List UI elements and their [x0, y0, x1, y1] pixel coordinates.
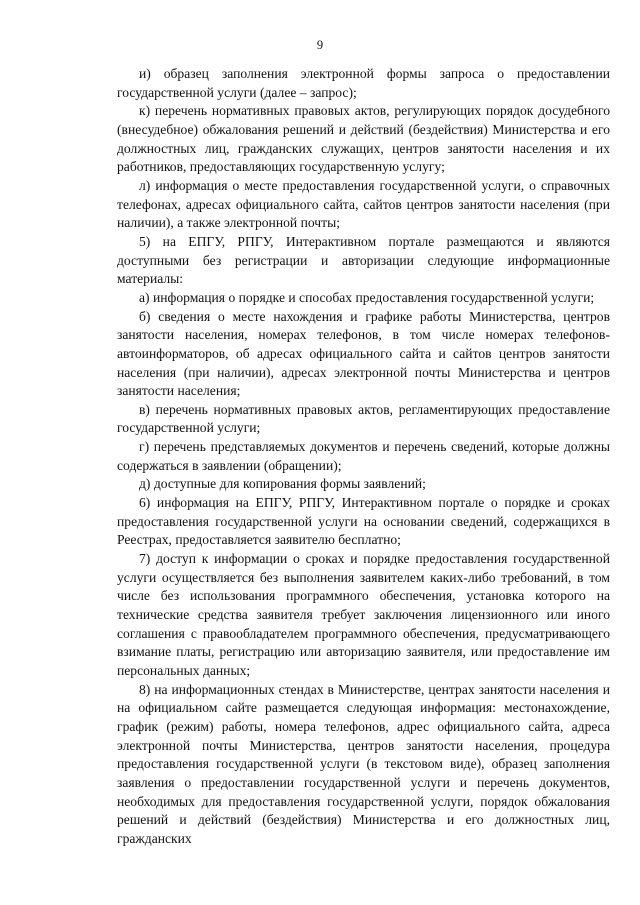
paragraph-8: 8) на информационных стендах в Министерстве, центрах занятости населения и на официальном сайте размещается следующая информация: местонахождение, график (режим) работы, номера телефонов, адрес официального сайта, адреса электронной почты Министерства, центров занятости населения, процедура предоставления государственной услуги (в текстовом виде), образец заполнения заявления о предоставлении государственной услуги и перечень документов, необходимых для предоставления государственной услуги, порядок обжалования решений и действий (бездействия) Министерства и его должностных лиц, гражданских — [117, 681, 610, 846]
paragraph-7: 7) доступ к информации о сроках и порядке предоставления государственной услуги осуществляется без выполнения заявителем каких-либо требований, в том числе без использования программного обеспечения, установка которого на технические средства заявителя требует заключения лицензионного или иного соглашения с правообладателем программного обеспечения, предусматривающего взимание платы, регистрацию или авторизацию заявителя, или предоставление им персональных данных; — [117, 551, 610, 678]
paragraph-i: и) образец заполнения электронной формы запроса о предоставлении государственной услуги (далее – запрос); — [117, 66, 610, 100]
paragraph-l: л) информация о месте предоставления государственной услуги, о справочных телефонах, адресах официального сайта, сайтов центров занятости населения (при наличии), а также электронной почты; — [117, 177, 610, 231]
document-body — [117, 65, 610, 849]
page-number: 9 — [316, 38, 324, 52]
paragraph-5: 5) на ЕПГУ, РПГУ, Интерактивном портале размещаются и являются доступными без регистрации и авторизации следующие информационные материалы: — [117, 233, 610, 287]
paragraph-5g: г) перечень представляемых документов и перечень сведений, которые должны содержаться в заявлении (обращении); — [117, 439, 610, 473]
paragraph-k: к) перечень нормативных правовых актов, регулирующих порядок досудебного (внесудебное) обжалования решений и действий (бездействия) Министерства и его должностных лиц, гражданских служащих, центров занятости населения и их работников, предоставляющих государственную услугу; — [117, 103, 610, 175]
paragraph-5v: в) перечень нормативных правовых актов, регламентирующих предоставление государственной услуги; — [117, 401, 610, 436]
paragraph-6: 6) информация на ЕПГУ, РПГУ, Интерактивном портале о порядке и сроках предоставления государственной услуги на основании сведений, содержащихся в Реестрах, предоставляется заявителю бесплатно; — [117, 495, 610, 548]
paragraph-5b: б) сведения о месте нахождения и графике работы Министерства, центров занятости населения, номерах телефонов, в том числе номерах телефонов-автоинформаторов, об адресах официального сайта и сайтов центров занятости населения (при наличии), адресах электронной почты Министерства и центров занятости населения; — [117, 308, 610, 399]
paragraph-5a: а) информация о порядке и способах предоставления государственной услуги; — [139, 289, 595, 305]
paragraph-5d: д) доступные для копирования формы заявлений; — [139, 476, 426, 492]
